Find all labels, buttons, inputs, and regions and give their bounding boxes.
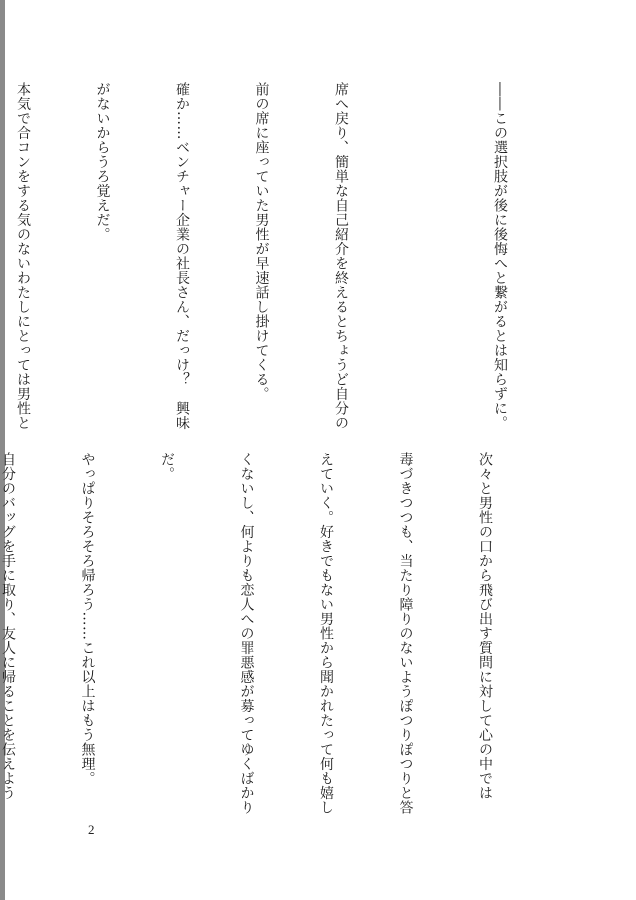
- text-line: ――この選択肢が後に後悔へと繋がるとは知らずに。: [492, 82, 508, 430]
- page-number: 2: [88, 822, 95, 837]
- text-line: 席へ戻り、簡単な自己紹介を終えるとちょうど自分の: [333, 82, 349, 430]
- text-line: 自分のバッグを手に取り、友人に帰ることを伝えよう: [0, 452, 16, 800]
- bottom-text-block: [0, 452, 551, 822]
- text-line: えていく。好きでもない男性から聞かれたって何も嬉し: [318, 452, 334, 815]
- text-line: やっぱりそろそろ帰ろう……これ以上はもう無理。: [79, 452, 96, 786]
- text-line: 前の席に座っていた男性が早速話し掛けてくる。: [253, 82, 270, 401]
- top-text-block: [0, 82, 566, 452]
- text-line: 本気で合コンをする気のないわたしにとっては男性と: [15, 82, 31, 430]
- text-line: 確か……ベンチャー企業の社長さん、だっけ？ 興味: [174, 82, 190, 430]
- text-line: [407, 82, 434, 452]
- text-line: くないし、何よりも恋人への罪悪感が募ってゆくばかり: [238, 452, 255, 815]
- text-line: がないからうろ覚えだ。: [94, 82, 111, 242]
- text-line: だ。: [159, 452, 175, 481]
- text-line: 次々と男性の口から飛び出す質問に対して心の中では: [477, 452, 493, 800]
- text-line: 毒づきつつも、当たり障りのないようぽつりぽつりと答: [397, 452, 414, 815]
